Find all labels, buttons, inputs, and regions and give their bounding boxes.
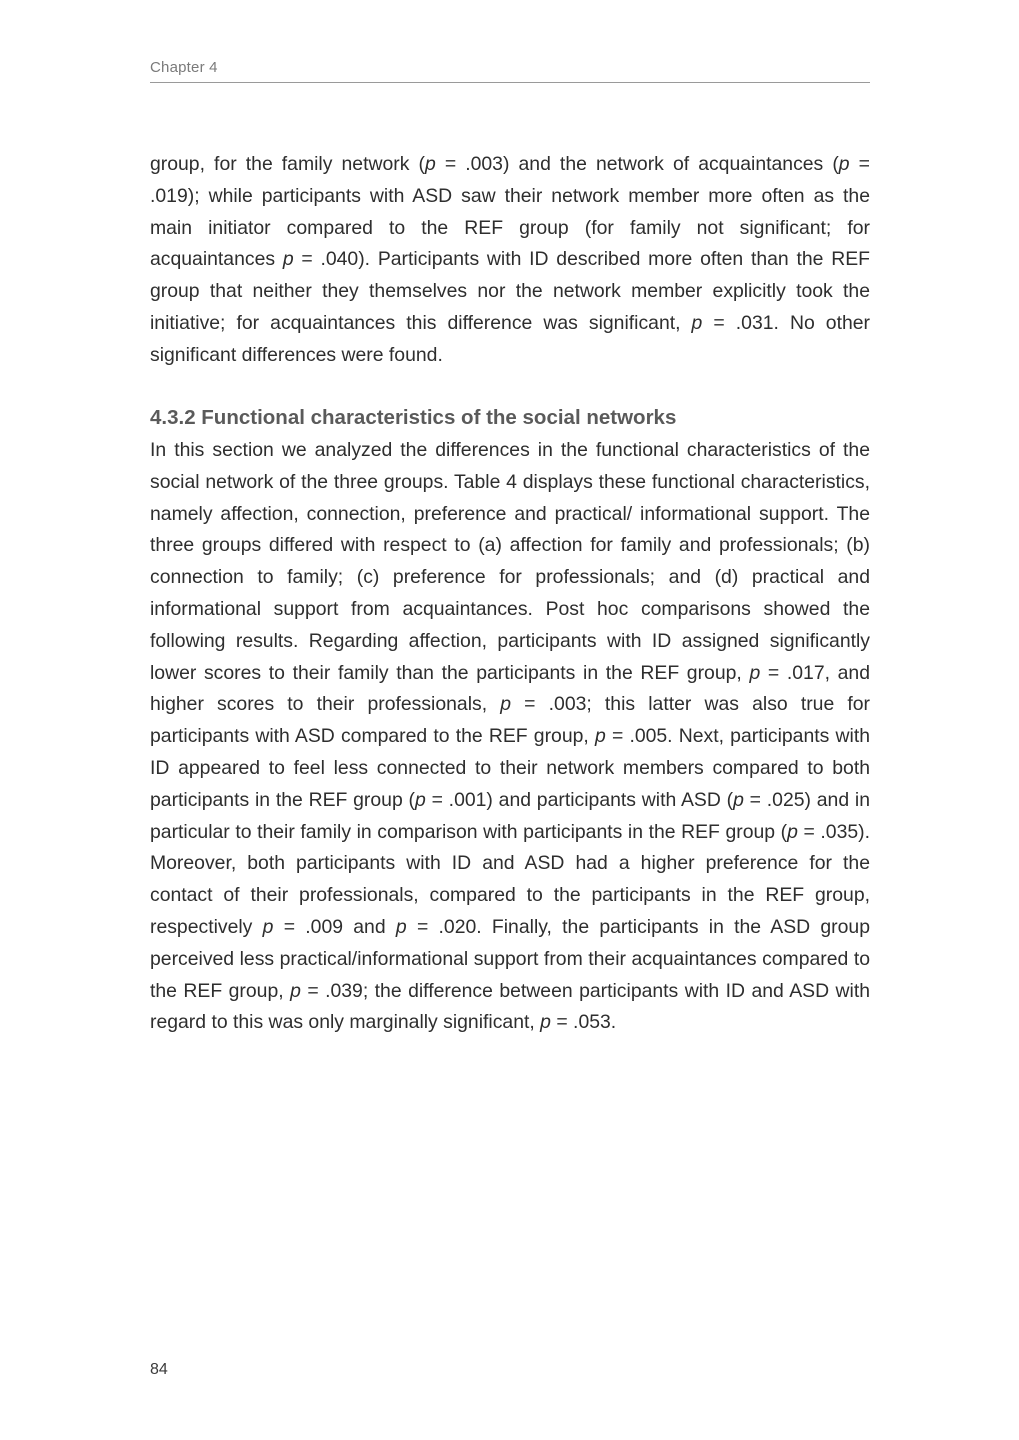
text-run: = .001) and participants with ASD (	[425, 788, 734, 811]
text-run: = .005. Next, participants with ID appeared to feel less connected to their network members compared to both participants in the REF group (	[150, 725, 870, 811]
paragraph-1	[150, 149, 870, 372]
p-symbol: p	[424, 153, 436, 175]
p-symbol: p	[414, 788, 426, 811]
text-run: = .009 and	[273, 915, 396, 938]
text-run: = .025) and in particular to their family in comparison with participants in the REF group (	[150, 788, 870, 843]
p-symbol: p	[540, 1011, 551, 1034]
p-symbol: p	[290, 979, 301, 1002]
p-symbol: p	[838, 153, 850, 175]
p-symbol: p	[395, 915, 407, 938]
text-run: = .003) and the network of acquaintances (	[435, 153, 839, 175]
p-symbol: p	[282, 248, 294, 271]
p-symbol: p	[787, 820, 798, 843]
text-run: = .040). Participants with ID described more often than the REF group that neither they themselves nor the network member explicitly took the initiative; for acquaintances this difference was significant,	[150, 248, 870, 334]
p-symbol: p	[500, 693, 512, 716]
page-number: 84	[150, 1361, 168, 1378]
text-run: group, for the family network (	[150, 153, 425, 175]
text-run: = .035). Moreover, both participants with ID and ASD had a higher preference for the contact of their professionals, compared to the participants in the REF group, respectively	[150, 820, 870, 938]
p-symbol: p	[733, 788, 744, 811]
text-run: = .053.	[550, 1011, 617, 1034]
text-run: = .039; the difference between participants with ID and ASD with regard to this was only marginally significant,	[150, 979, 871, 1034]
text-run: = .019); while participants with ASD saw their network member more often as the main initiator compared to the REF group (for family not significant; for acquaintances	[150, 153, 870, 271]
text-run: = .020. Finally, the participants in the ASD group perceived less practical/informational support from their acquaintances compared to the REF group,	[150, 915, 870, 1002]
section-heading: 4.3.2 Functional characteristics of the social networks	[150, 406, 677, 429]
paragraph-2	[150, 435, 870, 1039]
p-symbol: p	[691, 311, 703, 334]
text-run: = .017, and higher scores to their professionals,	[150, 661, 871, 716]
p-symbol: p	[262, 915, 274, 938]
p-symbol: p	[749, 661, 761, 684]
text-run: = .003; this latter was also true for participants with ASD compared to the REF group,	[150, 693, 870, 748]
header-rule	[150, 82, 870, 83]
running-header: Chapter 4	[150, 59, 218, 76]
text-run: = .031. No other significant differences were found.	[150, 311, 870, 366]
text-run: In this section we analyzed the differences in the functional characteristics of the social network of the three groups. Table 4 displays these functional characteristics, namely affection, connection, preference and practical/ informational support. The three groups differed with respect to (a) affection for family and professionals; (b) connection to family; (c) preference for professionals; and (d) practical and informational support from acquaintances. Post hoc comparisons showed the following results. Regarding affection, participants with ID assigned significantly lower scores to their family than the participants in the REF group,	[150, 439, 870, 684]
p-symbol: p	[594, 725, 606, 748]
